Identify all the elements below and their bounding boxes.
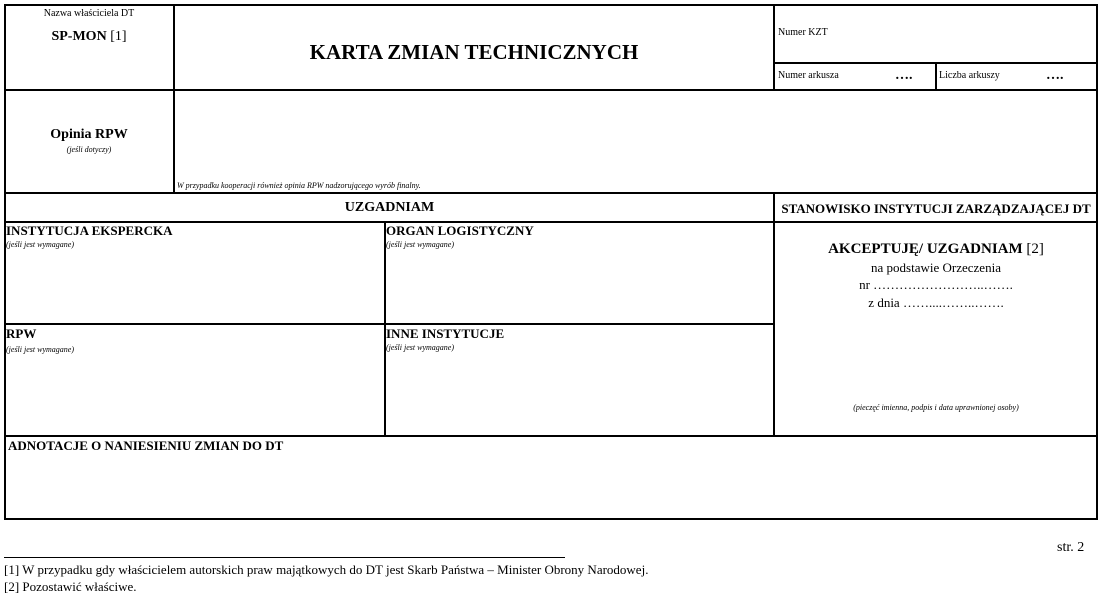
page-title: KARTA ZMIAN TECHNICZNYCH	[309, 40, 639, 64]
kzt-number-label: Numer KZT	[778, 27, 828, 38]
sheet-count-label: Liczba arkuszy	[939, 70, 1000, 81]
stamp-caption: (pieczęć imienna, podpis i data uprawnionej osoby)	[853, 403, 1019, 412]
expert-title: INSTYTUCJA EKSPERCKA	[6, 223, 173, 238]
footnote-separator	[4, 557, 565, 558]
sheet-count-value: ….	[1046, 68, 1064, 83]
divider-agree-middle	[4, 323, 775, 325]
logistic-subtitle: (jeśli jest wymagane)	[386, 240, 454, 249]
order-number-line: nr ……………………..…….	[859, 277, 1013, 292]
divider-opinion	[4, 192, 1098, 194]
divider-title-right	[773, 4, 775, 91]
divider-annotations	[4, 435, 1098, 437]
sheet-number-value: ….	[895, 68, 913, 83]
accept-line	[775, 241, 1097, 258]
owner-footnote-ref: [1]	[110, 29, 127, 44]
opinion-note: W przypadku kooperacji również opinia RPW nadzorującego wyrób finalny.	[177, 181, 421, 190]
divider-opinion-label	[173, 89, 175, 194]
basis-text: na podstawie Orzeczenia	[871, 260, 1001, 275]
order-date-line: z dnia ……....……..…….	[868, 295, 1004, 310]
owner-value: SP-MON	[51, 29, 107, 44]
footnote-2: [2] Pozostawić właściwe.	[4, 579, 137, 594]
opinion-subtitle: (jeśli dotyczy)	[66, 145, 112, 154]
annotations-title: ADNOTACJE O NANIESIENIU ZMIAN DO DT	[8, 438, 284, 453]
other-title: INNE INSTYTUCJE	[386, 326, 505, 341]
sheet-number-label: Numer arkusza	[778, 70, 839, 81]
footnote-1: [1] W przypadku gdy właścicielem autorskich praw majątkowych do DT jest Skarb Państwa – Minister Obrony Narodowej.	[4, 562, 649, 577]
divider-sheet-count	[935, 62, 937, 91]
managing-title: STANOWISKO INSTYTUCJI ZARZĄDZAJĄCEJ DT	[781, 201, 1091, 216]
page-number: str. 2	[1057, 540, 1085, 555]
accept-text: AKCEPTUJĘ/ UZGADNIAM	[828, 241, 1023, 257]
agree-title: UZGADNIAM	[344, 200, 435, 215]
rpw-subtitle: (jeśli jest wymagane)	[6, 345, 74, 354]
other-subtitle: (jeśli jest wymagane)	[386, 343, 454, 352]
expert-subtitle: (jeśli jest wymagane)	[6, 240, 74, 249]
owner-label: Nazwa właściciela DT	[43, 8, 135, 19]
owner-value-line	[6, 29, 172, 45]
opinion-title: Opinia RPW	[50, 127, 128, 142]
accept-footnote-ref: [2]	[1026, 241, 1044, 257]
logistic-title: ORGAN LOGISTYCZNY	[386, 223, 534, 238]
divider-managing	[773, 192, 775, 437]
divider-header	[4, 89, 1098, 91]
rpw-title: RPW	[6, 326, 37, 341]
